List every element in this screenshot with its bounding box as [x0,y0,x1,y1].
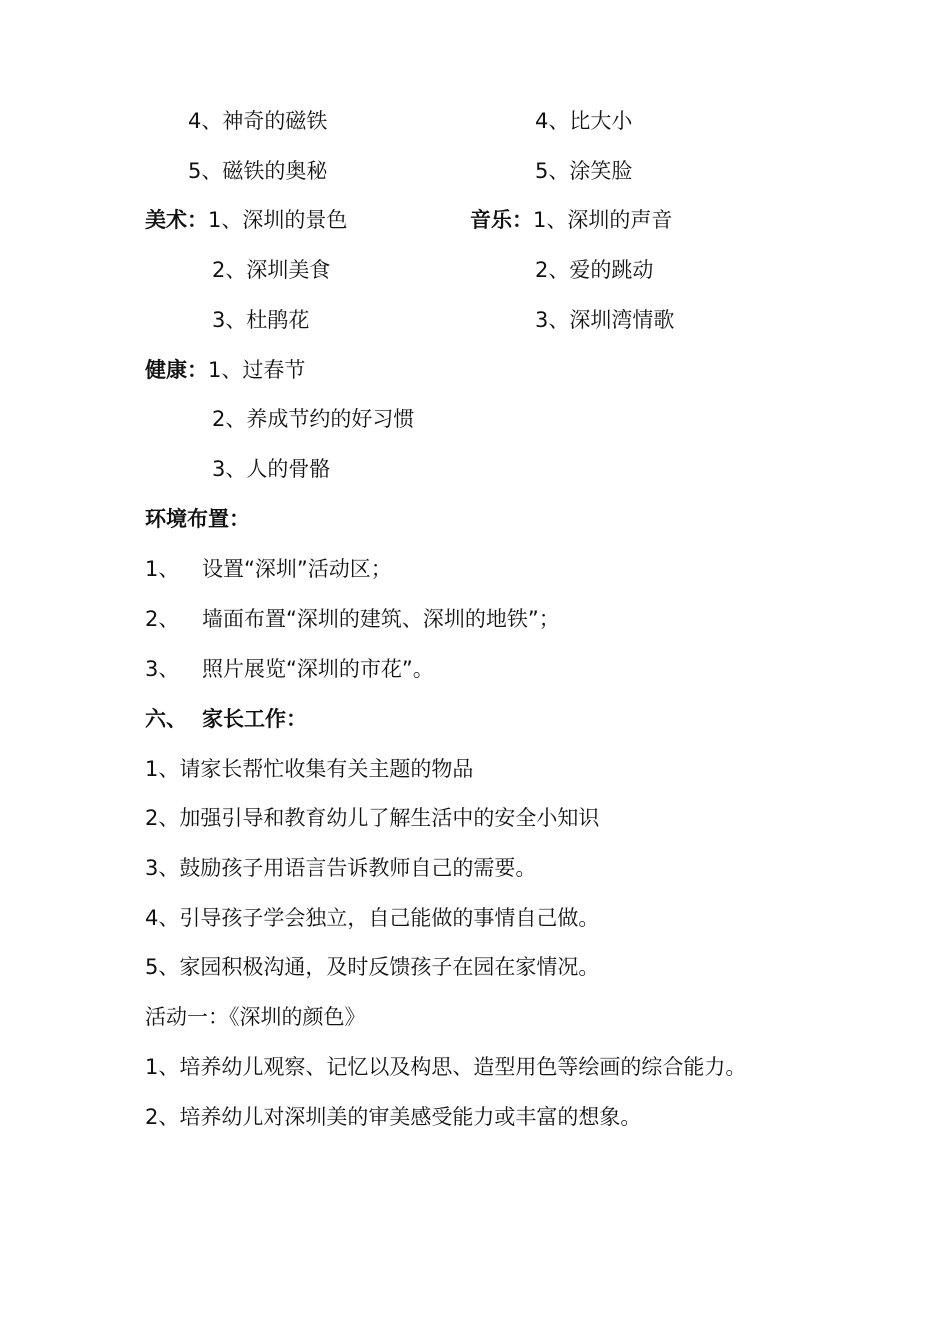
math-item-5: 5、涂笑脸 [535,159,633,183]
environment-item-num: 3、 [145,657,180,681]
music-heading: 音乐： [470,208,533,232]
parents-item: 3、鼓励孩子用语言告诉教师自己的需要。 [145,856,537,880]
science-item-4: 4、神奇的磁铁 [188,109,328,133]
parents-section-number: 六、 [145,707,187,731]
health-item-1: 1、过春节 [208,358,306,382]
parents-item: 5、家园积极沟通，及时反馈孩子在园在家情况。 [145,955,600,979]
science-item-5: 5、磁铁的奥秘 [188,159,328,183]
art-row-1 [145,207,347,233]
art-item-1: 1、深圳的景色 [208,208,348,232]
environment-item-text: 设置“深圳”活动区； [202,557,392,581]
music-item-3: 3、深圳湾情歌 [535,308,675,332]
art-heading: 美术： [145,208,208,232]
activity-title: 活动一：《深圳的颜色》 [145,1005,366,1029]
music-item-2: 2、爱的跳动 [535,258,654,282]
parents-item: 4、引导孩子学会独立，自己能做的事情自己做。 [145,906,600,930]
health-item-2: 2、养成节约的好习惯 [212,407,415,431]
environment-item-num: 2、 [145,607,180,631]
environment-item-text: 墙面布置“深圳的建筑、深圳的地铁”； [202,607,560,631]
parents-item: 1、请家长帮忙收集有关主题的物品 [145,757,474,781]
activity-goal: 2、培养幼儿对深圳美的审美感受能力或丰富的想象。 [145,1105,642,1129]
environment-item-num: 1、 [145,557,180,581]
art-item-2: 2、深圳美食 [212,258,331,282]
math-item-4: 4、比大小 [535,109,633,133]
environment-heading: 环境布置： [145,507,250,531]
environment-item-text: 照片展览“深圳的市花”。 [202,657,434,681]
parents-item: 2、加强引导和教育幼儿了解生活中的安全小知识 [145,806,600,830]
health-heading: 健康： [145,358,208,382]
music-row-1 [470,207,672,233]
art-item-3: 3、杜鹃花 [212,308,310,332]
health-item-3: 3、人的骨骼 [212,457,331,481]
health-row-1 [145,357,305,383]
music-item-1: 1、深圳的声音 [533,208,673,232]
activity-goal: 1、培养幼儿观察、记忆以及构思、造型用色等绘画的综合能力。 [145,1055,747,1079]
parents-heading: 家长工作： [202,707,307,731]
